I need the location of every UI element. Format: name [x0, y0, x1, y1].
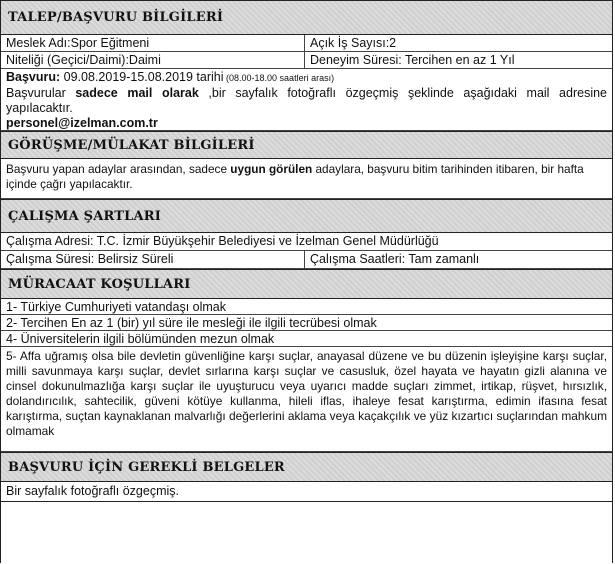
belgeler-text: Bir sayfalık fotoğraflı özgeçmiş.: [1, 482, 612, 502]
basvuru-label: Başvuru:: [6, 70, 61, 84]
meslek-adi: Meslek Adı:Spor Eğitmeni: [1, 35, 305, 51]
row-adres: [1, 233, 612, 251]
section-header-belgeler: BAŞVURU İÇİN GEREKLİ BELGELER: [1, 452, 612, 482]
gorusme-text: Başvuru yapan adaylar arasından, sadece uygun görülen adaylara, başvuru bitim tarihinden itibaren, bir hafta içinde çağrı yapılacaktır.: [1, 159, 612, 199]
list-item: [1, 331, 612, 347]
niteligi: Niteliği (Geçici/Daimi):Daimi: [1, 52, 305, 68]
list-item: [1, 315, 612, 331]
row-meslek: [1, 35, 612, 52]
calisma-adresi: Çalışma Adresi: T.C. İzmir Büyükşehir Belediyesi ve İzelman Genel Müdürlüğü: [6, 234, 439, 248]
basvuru-hours: (08.00-18.00 saatleri arası): [223, 73, 335, 83]
muracaat-item-5: 5- Affa uğramış olsa bile devletin güvenliğine karşı suçlar, anayasal düzene ve bu düzenin işleyişine karşı suçlar, milli savunmaya karşı suçlar, devlet sırlarına karşı suçlar ve casusluk, özel hayata ve hayatın gizli alanına ve cinsel dokunulmazlığa karşı suçlar ile uyuşturucu veya uyarıcı madde suçları zimmet, irtikap, rüşvet, hırsızlık, dolandırıcılık, sahtecilik, güveni kötüye kullanma, hileli iflas, ihaleye fesat karıştırma, edimin ifasına fesat karıştırma, suçtan kaynaklanan malvarlığı değerlerini aklama veya kaçakçılık ve yüz kızartıcı suçlarından mahkum olmamak: [1, 347, 612, 452]
section-header-muracaat: MÜRACAAT KOŞULLARI: [1, 269, 612, 299]
basvuru-block: [1, 69, 612, 131]
row-sure: [1, 251, 612, 269]
section-header-calisma: ÇALIŞMA ŞARTLARI: [1, 199, 612, 233]
basvuru-mail-text: Başvurular sadece mail olarak ,bir sayfalık fotoğraflı özgeçmiş şeklinde aşağıdaki mail adresine yapılacaktır.: [6, 86, 607, 115]
list-item: [1, 299, 612, 315]
muracaat-item-4: 4- Üniversitelerin ilgili bölümünden mezun olmak: [6, 332, 275, 346]
uygun-gorulen-emphasis: uygun görülen: [230, 162, 313, 176]
email-address: personel@izelman.com.tr: [6, 116, 158, 130]
muracaat-item-1: 1- Türkiye Cumhuriyeti vatandaşı olmak: [6, 300, 226, 314]
acik-is-sayisi: Açık İş Sayısı:2: [310, 36, 397, 50]
row-nitelik: [1, 52, 612, 69]
calisma-saatleri: Çalışma Saatleri: Tam zamanlı: [310, 252, 480, 266]
muracaat-item-2: 2- Tercihen En az 1 (bir) yıl süre ile mesleği ile ilgili tecrübesi olmak: [6, 316, 377, 330]
section-header-talep: TALEP/BAŞVURU BİLGİLERİ: [1, 0, 612, 35]
basvuru-dates-line: [6, 70, 607, 86]
mail-only-emphasis: sadece mail olarak: [75, 86, 199, 100]
calisma-suresi: Çalışma Süresi: Belirsiz Süreli: [1, 251, 305, 268]
section-header-gorusme: GÖRÜŞME/MÜLAKAT BİLGİLERİ: [1, 131, 612, 159]
basvuru-dates: 09.08.2019-15.08.2019 tarihi: [60, 70, 224, 84]
deneyim-suresi: Deneyim Süresi: Tercihen en az 1 Yıl: [310, 53, 515, 67]
